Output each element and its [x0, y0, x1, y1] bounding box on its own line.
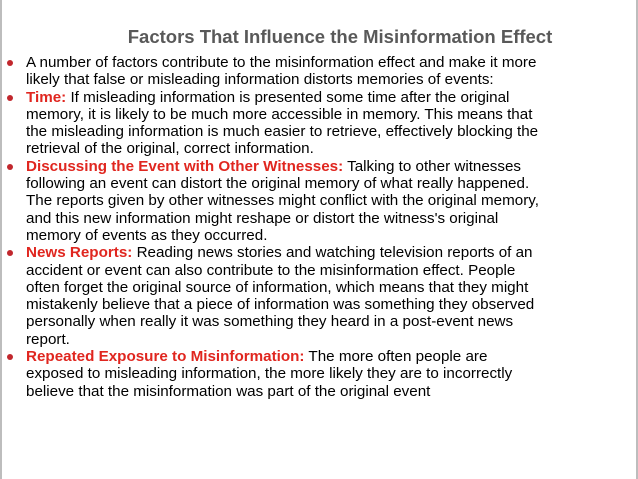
- bullet-line: retrieval of the original, correct information.: [26, 140, 314, 158]
- bullet-line: mistakenly believe that a piece of information was something they observed: [26, 296, 535, 314]
- bullet-line: [26, 244, 618, 261]
- bullet-dot-icon: [7, 95, 13, 101]
- bullet-line: [26, 89, 618, 106]
- bullet-line: accident or event can also contribute to the misinformation effect. People: [26, 261, 516, 279]
- bullet-line: likely that false or misleading information distorts memories of events:: [26, 71, 494, 89]
- bullet-line: memory, it is likely to be much more accessible in memory. This means that: [26, 105, 533, 123]
- bullet-line: The reports given by other witnesses might conflict with the original memory,: [26, 192, 539, 210]
- bullet-line: following an event can distort the original memory of what really happened.: [26, 175, 530, 193]
- bullet-line: A number of factors contribute to the misinformation effect and make it more: [26, 54, 537, 71]
- bullet-line: the misleading information is much easier to retrieve, effectively blocking the: [26, 123, 539, 141]
- bullet-line: and this new information might reshape or distort the witness's original: [26, 209, 499, 227]
- bullet-keyword: Repeated Exposure to Misinformation:: [26, 348, 305, 366]
- bullet-dot-icon: [7, 354, 13, 360]
- bullet-line: [26, 158, 618, 175]
- bullet-line: memory of events as they occurred.: [26, 226, 268, 244]
- bullet-item-intro: [6, 54, 618, 89]
- bullet-dot-icon: [7, 60, 13, 66]
- slide-title: Factors That Influence the Misinformation Effect: [127, 26, 553, 47]
- bullet-line: exposed to misleading information, the more likely they are to incorrectly: [26, 365, 513, 383]
- bullet-keyword: News Reports:: [26, 244, 133, 262]
- bullet-line: believe that the misinformation was part of the original event: [26, 382, 431, 400]
- bullet-line: often forget the original source of information, which means that they might: [26, 278, 529, 296]
- bullet-text: Talking to other witnesses: [343, 157, 522, 175]
- bullet-text: The more often people are: [304, 348, 488, 366]
- bullet-item-time: [6, 89, 618, 158]
- bullet-dot-icon: [7, 164, 13, 170]
- bullet-keyword: Time:: [26, 88, 67, 106]
- bullet-keyword: Discussing the Event with Other Witnesses:: [26, 157, 344, 175]
- left-border-rule: [0, 0, 2, 479]
- bullet-list: [6, 54, 618, 400]
- bullet-text: Reading news stories and watching television reports of an: [132, 244, 533, 262]
- bullet-item-news-reports: [6, 244, 618, 348]
- bullet-text: If misleading information is presented some time after the original: [66, 88, 510, 106]
- bullet-line: [26, 348, 618, 365]
- bullet-item-witnesses: [6, 158, 618, 244]
- bullet-line: report.: [26, 330, 70, 348]
- bullet-dot-icon: [7, 250, 13, 256]
- bullet-line: personally when really it was something they heard in a post-event news: [26, 313, 514, 331]
- bullet-item-repeated-exposure: [6, 348, 618, 400]
